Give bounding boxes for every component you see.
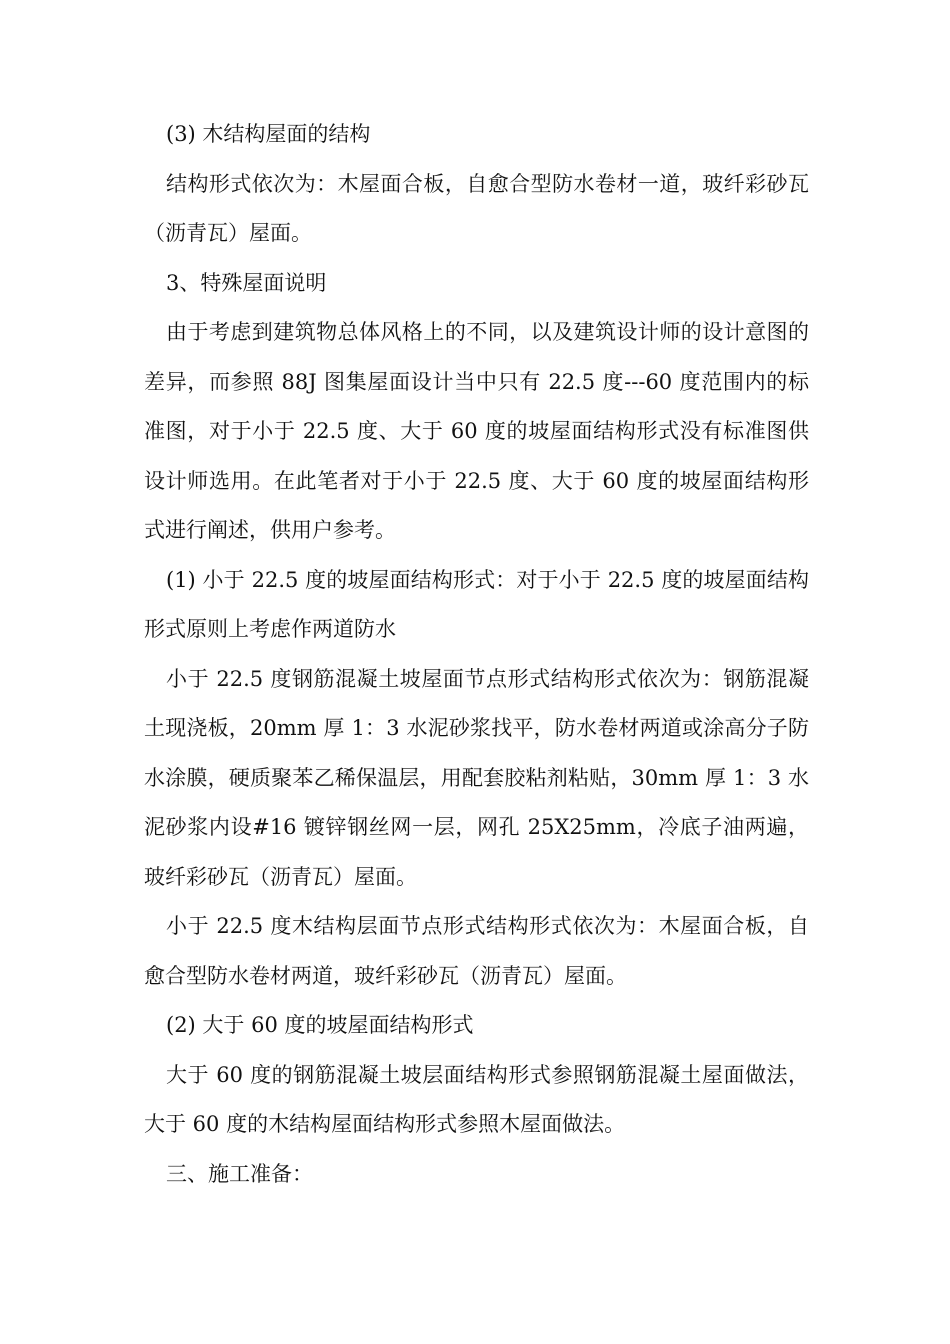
paragraph-special-roof-intro: 由于考虑到建筑物总体风格上的不同，以及建筑设计师的设计意图的差异，而参照 88J 图集屋面设计当中只有 22.5 度---60 度范围内的标准图，对于小于 22.5 度、大于 60 度的坡屋面结构形式没有标准图供设计师选用。在此笔者对于小于 22.5 度、大于 60 度的坡屋面结构形式进行阐述，供用户参考。 <box>144 320 809 542</box>
paragraph-concrete-roof-nodes: 小于 22.5 度钢筋混凝土坡屋面节点形式结构形式依次为：钢筋混凝土现浇板，20mm 厚 1：3 水泥砂浆找平，防水卷材两道或涂高分子防水涂膜，硬质聚苯乙稀保温层，用配套胶粘剂粘贴，30mm 厚 1：3 水泥砂浆内设#16 镀锌钢丝网一层，网孔 25X25mm，冷底子油两遍，玻纤彩砂瓦（沥青瓦）屋面。 <box>144 666 809 889</box>
section-heading-wood-roof: (3) 木结构屋面的结构 <box>166 122 371 146</box>
paragraph-less-than-22-5: (1) 小于 22.5 度的坡屋面结构形式：对于小于 22.5 度的坡屋面结构形式原则上考虑作两道防水 <box>144 567 809 641</box>
document-body <box>144 110 809 1199</box>
paragraph-wood-roof-structure: 结构形式依次为：木屋面合板，自愈合型防水卷材一道，玻纤彩砂瓦（沥青瓦）屋面。 <box>144 171 809 245</box>
section-heading-greater-than-60: (2) 大于 60 度的坡屋面结构形式 <box>166 1013 474 1037</box>
section-heading-special-roof: 3、特殊屋面说明 <box>166 270 327 295</box>
paragraph-greater-than-60: 大于 60 度的钢筋混凝土坡层面结构形式参照钢筋混凝土屋面做法，大于 60 度的木结构屋面结构形式参照木屋面做法。 <box>144 1062 809 1136</box>
paragraph-wood-roof-nodes: 小于 22.5 度木结构层面节点形式结构形式依次为：木屋面合板，自愈合型防水卷材两道，玻纤彩砂瓦（沥青瓦）屋面。 <box>144 914 809 988</box>
section-heading-construction-prep: 三、施工准备： <box>166 1161 313 1186</box>
